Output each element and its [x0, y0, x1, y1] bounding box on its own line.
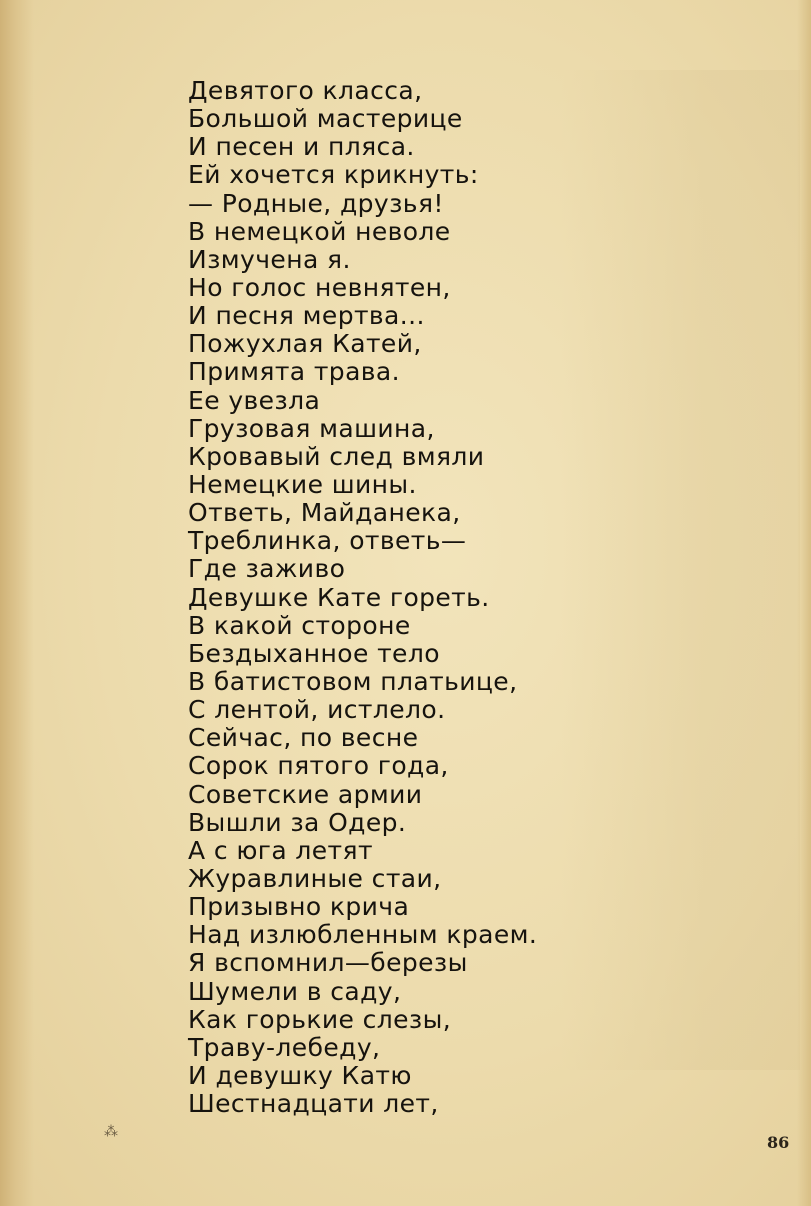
poem-line: Бездыханное тело: [188, 638, 440, 668]
poem-line: Примята трава.: [188, 357, 400, 387]
poem-line: Сейчас, по весне: [188, 723, 419, 753]
ink-speck: ⁂: [104, 1124, 118, 1140]
poem-line: Ей хочется крикнуть:: [188, 160, 479, 190]
page-number: 86: [767, 1133, 790, 1152]
poem-line: Сорок пятого года,: [188, 751, 449, 781]
poem-line: Шумели в саду,: [188, 976, 402, 1006]
poem-line: Шестнадцати лет,: [188, 1089, 439, 1119]
poem-line: В батистовом платьице,: [188, 666, 518, 696]
poem-line: Треблинка, ответь—: [188, 526, 467, 556]
poem-line: И песен и пляса.: [188, 132, 415, 162]
poem-line: Советские армии: [188, 779, 423, 809]
poem-line: Ее увезла: [188, 385, 321, 415]
poem-line: Где заживо: [188, 554, 346, 584]
poem-text: [188, 77, 537, 1118]
poem-line: — Родные, друзья!: [188, 188, 444, 218]
poem-line: Большой мастерице: [188, 104, 463, 134]
poem-line: Я вспомнил—березы: [188, 948, 468, 978]
poem-line: И песня мертва...: [188, 301, 425, 331]
poem-line: Девятого класса,: [188, 76, 423, 105]
poem-line: Грузовая машина,: [188, 413, 435, 443]
page-spine-shadow: [0, 0, 34, 1206]
poem-line: Над излюбленным краем.: [188, 920, 538, 950]
poem-line: Журавлиные стаи,: [188, 863, 442, 893]
poem-line: Призывно крича: [188, 892, 410, 922]
poem-line: Траву-лебеду,: [188, 1032, 381, 1062]
poem-line: В немецкой неволе: [188, 216, 451, 246]
poem-line: Но голос невнятен,: [188, 272, 451, 302]
poem-line: А с юга летят: [188, 835, 373, 865]
poem-line: Кровавый след вмяли: [188, 441, 485, 471]
poem-line: Вышли за Одер.: [188, 807, 407, 837]
poem-line: В какой стороне: [188, 610, 411, 640]
poem-line: Измучена я.: [188, 244, 351, 274]
poem-line: Как горькие слезы,: [188, 1004, 452, 1034]
page-show-through: [560, 70, 800, 1070]
poem-line: Девушке Кате гореть.: [188, 582, 490, 612]
page-edge-shadow: [797, 0, 811, 1206]
poem-line: Ответь, Майданека,: [188, 498, 461, 528]
poem-line: С лентой, истлело.: [188, 695, 446, 725]
poem-line: Немецкие шины.: [188, 469, 417, 499]
poem-line: И девушку Катю: [188, 1060, 412, 1090]
poem-line: Пожухлая Катей,: [188, 329, 422, 359]
